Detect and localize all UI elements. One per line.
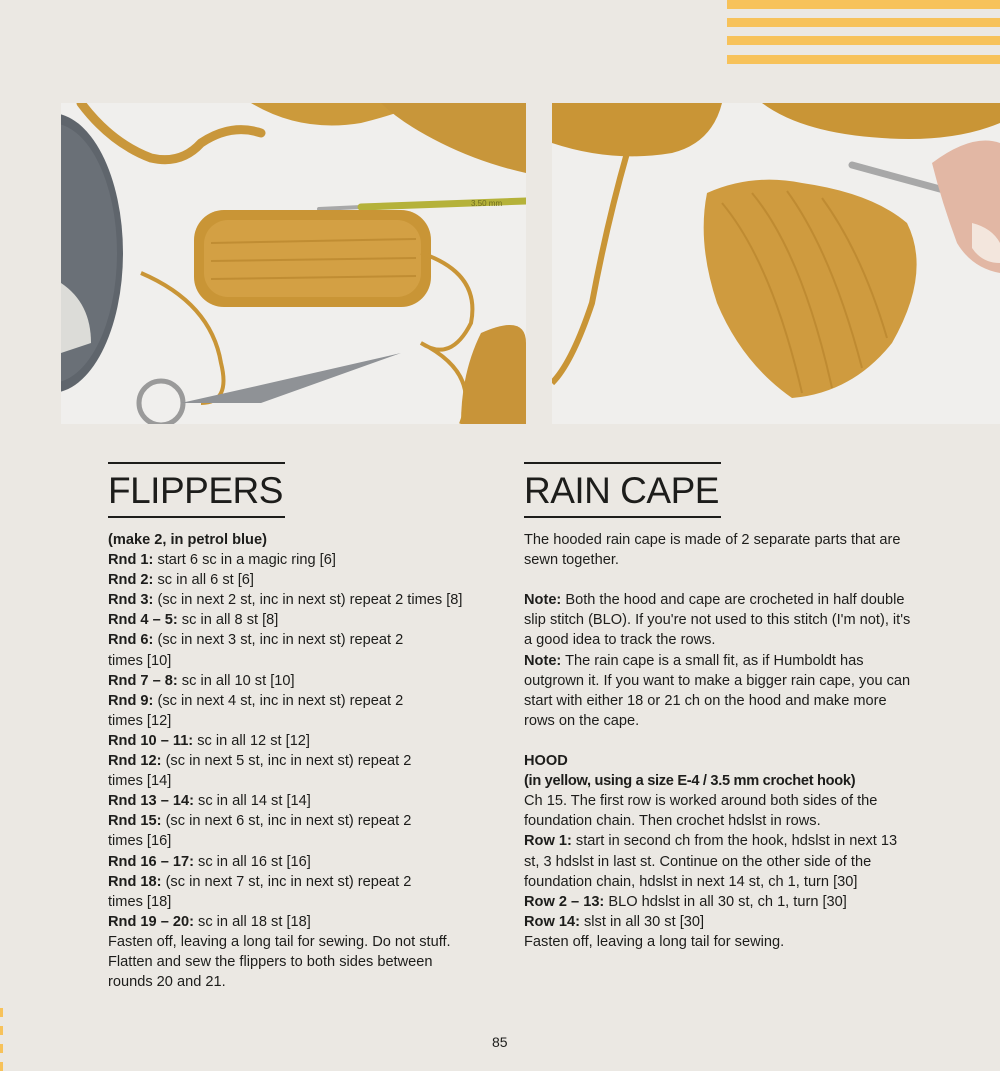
row-label: Row 1:: [524, 833, 572, 850]
flippers-instructions: [108, 530, 508, 992]
round-text: (sc in next 3 st, inc in next st) repeat 2 times [10]: [108, 632, 404, 669]
round-label: Rnd 18:: [108, 873, 162, 890]
round-label: Rnd 1:: [108, 552, 154, 569]
edge-mark: [0, 1062, 3, 1071]
pattern-line: [108, 912, 508, 932]
pattern-line: [108, 610, 508, 630]
hood-title: HOOD: [524, 753, 568, 770]
round-text: (sc in next 6 st, inc in next st) repeat 2 times [16]: [108, 813, 412, 850]
rain-cape-section: [524, 462, 914, 952]
round-label: Rnd 15:: [108, 813, 162, 830]
flippers-section: [108, 462, 508, 992]
round-text: sc in all 16 st [16]: [193, 853, 311, 870]
round-label: Rnd 3:: [108, 592, 154, 609]
hood-subtitle: (in yellow, using a size E-4 / 3.5 mm crochet hook): [524, 773, 856, 790]
edge-marks: [0, 1008, 3, 1071]
round-text: sc in all 14 st [14]: [193, 793, 311, 810]
round-text: (sc in next 7 st, inc in next st) repeat 2 times [18]: [108, 873, 412, 910]
round-text: sc in all 18 st [18]: [193, 913, 311, 930]
row-text: BLO hdslst in all 30 st, ch 1, turn [30]: [604, 893, 847, 910]
pattern-line: [108, 671, 508, 691]
spacer: [524, 731, 914, 751]
round-text: (sc in next 5 st, inc in next st) repeat 2 times [14]: [108, 753, 412, 790]
round-label: Rnd 10 – 11:: [108, 732, 194, 749]
round-label: Rnd 13 – 14:: [108, 793, 194, 810]
rain-cape-instructions: [524, 530, 914, 952]
pattern-line: [524, 831, 914, 891]
round-text: (sc in next 2 st, inc in next st) repeat 2 times [8]: [153, 592, 463, 609]
pattern-line: [108, 791, 508, 811]
note-text: The rain cape is a small fit, as if Humboldt has outgrown it. If you want to make a bigger rain cape, you can start with either 18 or 21 ch on the hood and make more rows on the cape.: [524, 652, 911, 729]
stripe: [727, 55, 1000, 64]
page-number: 85: [492, 1034, 508, 1050]
spacer: [524, 570, 914, 590]
pattern-line: [108, 550, 508, 570]
round-text: sc in all 10 st [10]: [177, 672, 295, 689]
round-label: Rnd 16 – 17:: [108, 853, 194, 870]
hood-intro: Ch 15. The first row is worked around both sides of the foundation chain. Then crochet hdslst in rows.: [524, 793, 878, 830]
note-text: Both the hood and cape are crocheted in half double slip stitch (BLO). If you're not used to this stitch (I'm not), it's a good idea to track the rows.: [524, 592, 911, 649]
round-label: Rnd 9:: [108, 692, 154, 709]
row-label: Row 2 – 13:: [524, 893, 605, 910]
round-text: start 6 sc in a magic ring [6]: [153, 552, 336, 569]
hood-closing: Fasten off, leaving a long tail for sewing.: [524, 933, 785, 950]
pattern-line: [108, 852, 508, 872]
svg-text:3.50 mm: 3.50 mm: [471, 199, 503, 208]
stripe: [727, 18, 1000, 27]
stripe: [727, 0, 1000, 9]
stripe: [727, 36, 1000, 45]
rain-cape-heading-rule: [524, 462, 721, 518]
pattern-line: [108, 630, 438, 670]
round-text: sc in all 8 st [8]: [177, 612, 279, 629]
row-text: start in second ch from the hook, hdslst in next 13 st, 3 hdslst in last st. Continue on the other side of the foundation chain, hdslst in next 14 st, ch 1, turn [30]: [524, 833, 898, 890]
edge-mark: [0, 1008, 3, 1017]
row-text: slst in all 30 st [30]: [579, 913, 705, 930]
round-label: Rnd 2:: [108, 572, 154, 589]
round-label: Rnd 19 – 20:: [108, 913, 194, 930]
pattern-line: [108, 731, 508, 751]
flippers-heading: FLIPPERS: [108, 470, 283, 511]
edge-mark: [0, 1044, 3, 1053]
note-label: Note:: [524, 592, 562, 609]
pattern-line: [108, 751, 448, 791]
flippers-closing: Fasten off, leaving a long tail for sewing. Do not stuff. Flatten and sew the flippers to both sides between rounds 20 and 21.: [108, 933, 451, 991]
round-text: sc in all 6 st [6]: [153, 572, 254, 589]
flippers-heading-rule: [108, 462, 285, 518]
pattern-line: [108, 811, 448, 851]
round-label: Rnd 7 – 8:: [108, 672, 178, 689]
note: [524, 590, 914, 650]
pattern-line: [108, 570, 508, 590]
pattern-line: [108, 590, 508, 610]
round-label: Rnd 6:: [108, 632, 154, 649]
pattern-line: [108, 691, 438, 731]
flippers-subtitle: (make 2, in petrol blue): [108, 532, 267, 548]
photo-hood: [552, 103, 1000, 424]
note: [524, 651, 914, 731]
round-text: (sc in next 4 st, inc in next st) repeat 2 times [12]: [108, 692, 404, 729]
photo-flipper: [61, 103, 526, 424]
note-label: Note:: [524, 652, 562, 669]
edge-mark: [0, 1026, 3, 1035]
rain-cape-heading: RAIN CAPE: [524, 470, 719, 511]
round-label: Rnd 12:: [108, 753, 162, 770]
pattern-line: [108, 872, 448, 912]
rain-cape-intro: The hooded rain cape is made of 2 separate parts that are sewn together.: [524, 532, 901, 569]
round-label: Rnd 4 – 5:: [108, 612, 178, 629]
pattern-line: [524, 912, 914, 932]
row-label: Row 14:: [524, 913, 580, 930]
pattern-line: [524, 892, 914, 912]
round-text: sc in all 12 st [12]: [193, 732, 310, 749]
